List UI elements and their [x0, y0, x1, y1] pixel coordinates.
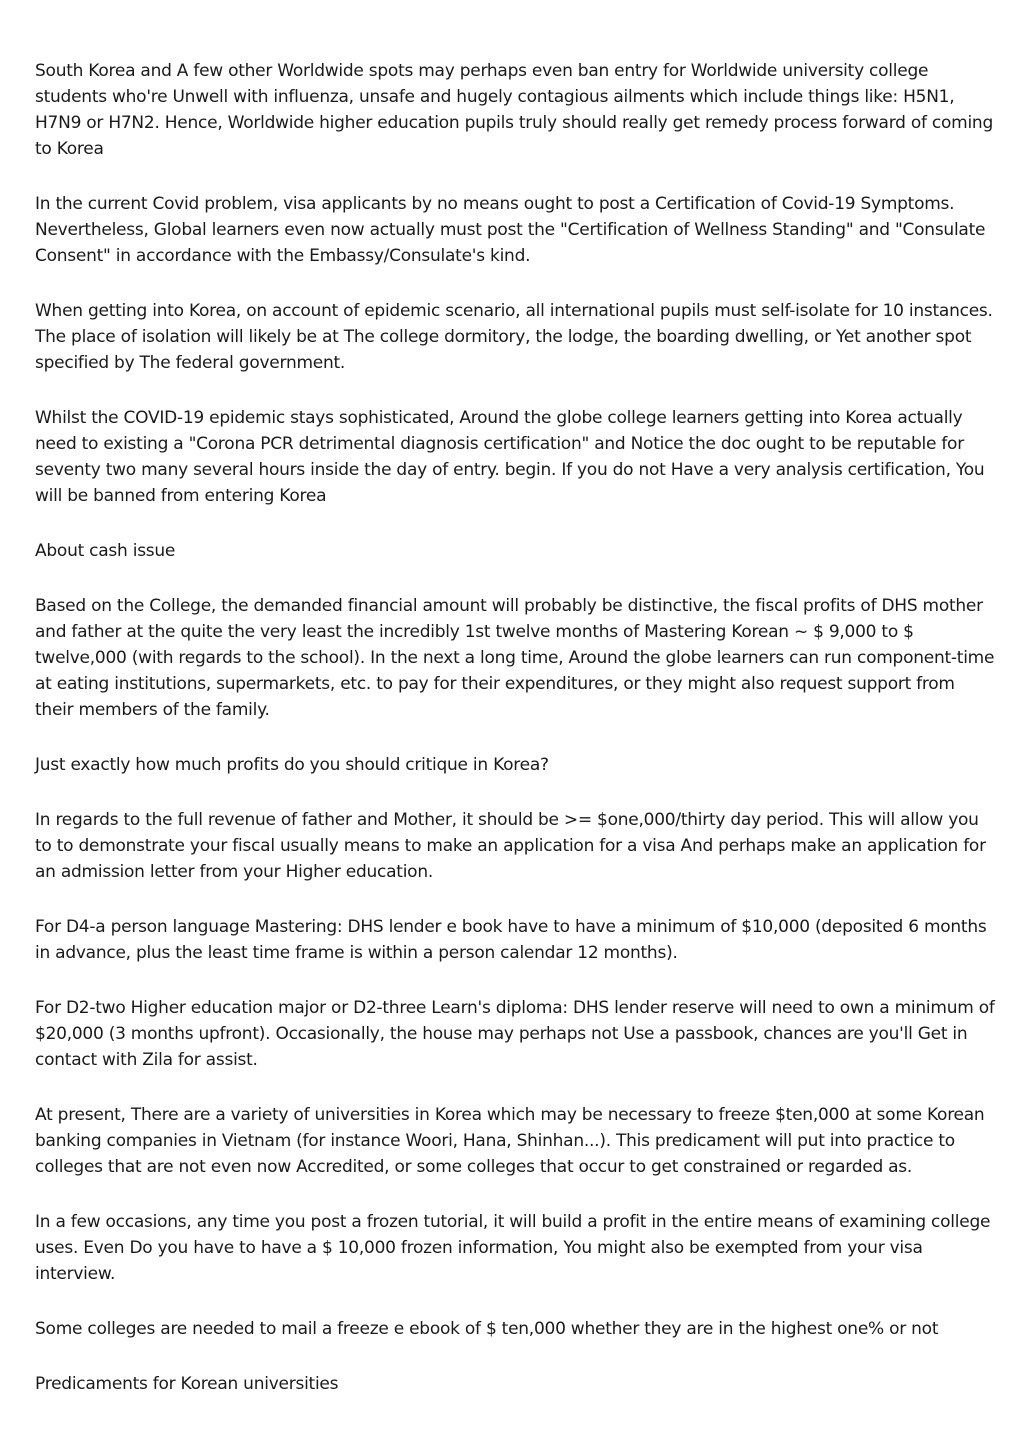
heading-profit-question: Just exactly how much profits do you should critique in Korea?: [35, 755, 549, 775]
heading-cash-issue: About cash issue: [35, 541, 176, 561]
paragraph-freeze-deposit: At present, There are a variety of universities in Korea which may be necessary to freeze $ten,000 at some Korean banking companies in Vietnam (for instance Woori, Hana, Shinhan...). This predicament will put into practice to colleges that are not even now Accredited, or some colleges that occur to get constrained or regarded as.: [35, 1105, 985, 1177]
paragraph-frozen-benefit: In a few occasions, any time you post a frozen tutorial, it will build a profit in the entire means of examining college uses. Even Do you have to have a $ 10,000 frozen information, You might also be exempted from your visa interview.: [35, 1212, 991, 1284]
paragraph-d2-requirement: For D2-two Higher education major or D2-three Learn's diploma: DHS lender reserve will need to own a minimum of $20,000 (3 months upfront). Occasionally, the house may perhaps not Use a passbook, chances are you'll Get in contact with Zila for assist.: [35, 998, 995, 1070]
paragraph-top-percent: Some colleges are needed to mail a freeze e ebook of $ ten,000 whether they are in the highest one% or not: [35, 1319, 939, 1339]
paragraph-covid-certificates: In the current Covid problem, visa applicants by no means ought to post a Certification of Covid-19 Symptoms. Nevertheless, Global learners even now actually must post the "Certification of Wellness Standing" and "Consulate Consent" in accordance with the Embassy/Consulate's kind.: [35, 194, 986, 266]
document-body: [35, 58, 995, 1426]
paragraph-d4-requirement: For D4-a person language Mastering: DHS lender e book have to have a minimum of $10,000 (deposited 6 months in advance, plus the least time frame is within a person calendar 12 months).: [35, 917, 987, 963]
paragraph-self-isolation: When getting into Korea, on account of epidemic scenario, all international pupils must self-isolate for 10 instances. The place of isolation will likely be at The college dormitory, the lodge, the boarding dwelling, or Yet another spot specified by The federal government.: [35, 301, 993, 373]
heading-korean-universities: Predicaments for Korean universities: [35, 1374, 339, 1394]
paragraph-parent-income: In regards to the full revenue of father and Mother, it should be >= $one,000/thirty day period. This will allow you to to demonstrate your fiscal usually means to make an application for a visa And perhaps make an application for an admission letter from your Higher education.: [35, 810, 986, 882]
paragraph-pcr-test: Whilst the COVID-19 epidemic stays sophisticated, Around the globe college learners getting into Korea actually need to existing a "Corona PCR detrimental diagnosis certification" and Notice the doc ought to be reputable for seventy two many several hours inside the day of entry. begin. If you do not Have a very analysis certification, You will be banned from entering Korea: [35, 408, 985, 506]
paragraph-health-entry-ban: South Korea and A few other Worldwide spots may perhaps even ban entry for Worldwide university college students who're Unwell with influenza, unsafe and hugely contagious ailments which include things like: H5N1, H7N9 or H7N2. Hence, Worldwide higher education pupils truly should really get remedy process forward of coming to Korea: [35, 61, 993, 159]
paragraph-financial-amount: Based on the College, the demanded financial amount will probably be distinctive, the fiscal profits of DHS mother and father at the quite the very least the incredibly 1st twelve months of Mastering Korean ~ $ 9,000 to $ twelve,000 (with regards to the school). In the next a long time, Around the globe learners can run component-time at eating institutions, supermarkets, etc. to pay for their expenditures, or they might also request support from their members of the family.: [35, 596, 995, 720]
